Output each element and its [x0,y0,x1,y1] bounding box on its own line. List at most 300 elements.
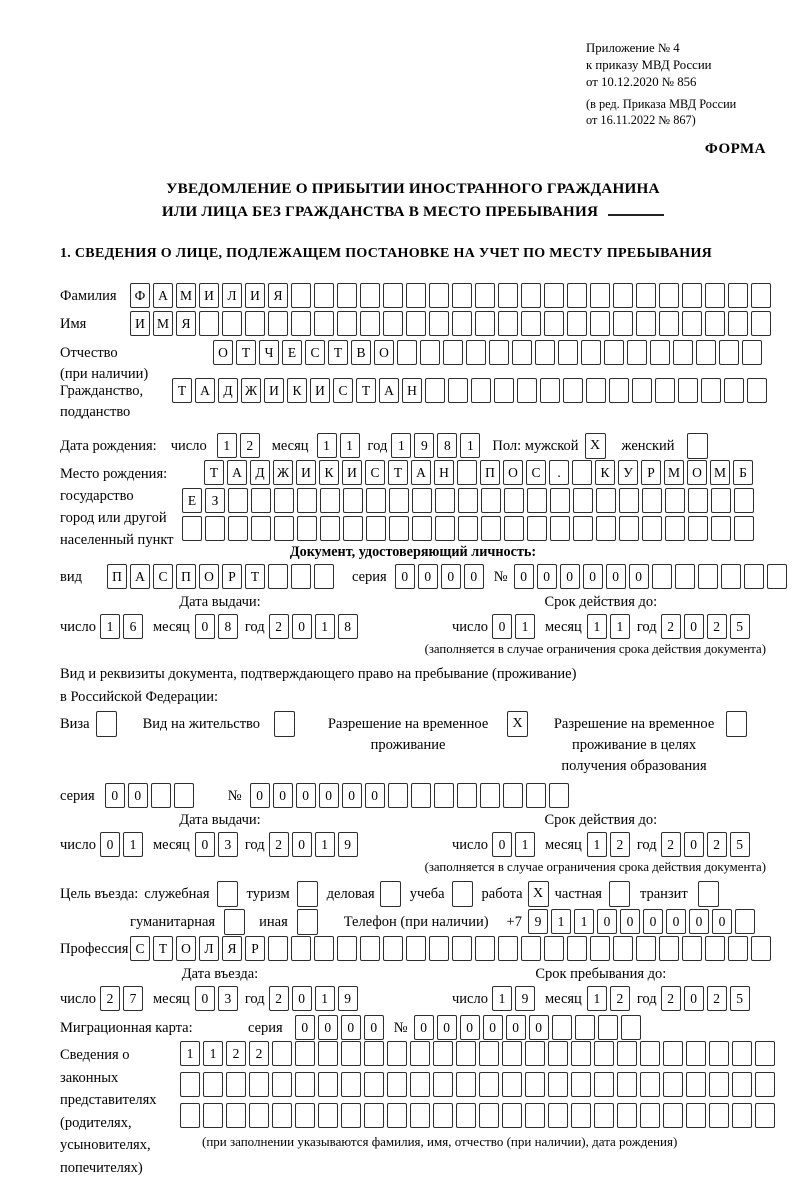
char-cell[interactable] [268,311,288,336]
char-cell[interactable] [420,340,440,365]
char-cell[interactable] [751,936,771,961]
char-cell[interactable]: 0 [583,564,603,589]
char-cell[interactable]: 1 [217,433,237,458]
char-cell[interactable] [642,516,662,541]
char-cell[interactable]: 0 [365,783,385,808]
char-cell[interactable] [498,283,518,308]
char-cell[interactable] [688,516,708,541]
char-cell[interactable]: 1 [551,909,571,934]
char-cell[interactable]: К [319,460,339,485]
char-cell[interactable] [314,936,334,961]
char-cell[interactable]: А [195,378,215,403]
char-cell[interactable] [503,783,523,808]
char-cell[interactable]: 2 [661,832,681,857]
purpose-official-checkbox[interactable] [217,881,238,907]
char-cell[interactable]: 0 [418,564,438,589]
char-cell[interactable] [174,783,194,808]
char-cell[interactable] [457,783,477,808]
char-cell[interactable] [498,311,518,336]
char-cell[interactable] [456,1072,476,1097]
char-cell[interactable]: 1 [587,832,607,857]
char-cell[interactable] [412,516,432,541]
char-cell[interactable] [337,283,357,308]
char-cell[interactable]: К [595,460,615,485]
char-cell[interactable]: Т [356,378,376,403]
char-cell[interactable] [526,783,546,808]
char-cell[interactable] [203,1072,223,1097]
char-cell[interactable] [272,1041,292,1066]
char-cell[interactable]: 0 [292,614,312,639]
char-cell[interactable]: 5 [730,614,750,639]
char-cell[interactable] [203,1103,223,1128]
char-cell[interactable]: А [379,378,399,403]
char-cell[interactable] [701,378,721,403]
char-cell[interactable] [429,283,449,308]
char-cell[interactable] [343,488,363,513]
char-cell[interactable]: 0 [342,783,362,808]
char-cell[interactable]: П [107,564,127,589]
char-cell[interactable] [320,516,340,541]
char-cell[interactable] [245,311,265,336]
char-cell[interactable] [640,1041,660,1066]
char-cell[interactable]: 9 [528,909,548,934]
char-cell[interactable] [550,488,570,513]
char-cell[interactable]: 0 [560,564,580,589]
char-cell[interactable] [571,1041,591,1066]
char-cell[interactable] [525,1041,545,1066]
char-cell[interactable] [724,378,744,403]
char-cell[interactable] [527,488,547,513]
char-cell[interactable] [686,1072,706,1097]
char-cell[interactable]: Л [199,936,219,961]
char-cell[interactable] [747,378,767,403]
char-cell[interactable]: О [213,340,233,365]
char-cell[interactable]: 1 [460,433,480,458]
char-cell[interactable] [318,1072,338,1097]
char-cell[interactable] [744,564,764,589]
char-cell[interactable]: 0 [250,783,270,808]
char-cell[interactable]: Е [182,488,202,513]
char-cell[interactable]: 0 [537,564,557,589]
char-cell[interactable] [732,1103,752,1128]
char-cell[interactable]: 1 [574,909,594,934]
char-cell[interactable]: 0 [318,1015,338,1040]
char-cell[interactable] [410,1072,430,1097]
char-cell[interactable] [251,516,271,541]
char-cell[interactable] [199,311,219,336]
char-cell[interactable] [481,516,501,541]
char-cell[interactable] [387,1041,407,1066]
char-cell[interactable] [383,936,403,961]
char-cell[interactable] [433,1072,453,1097]
char-cell[interactable] [619,488,639,513]
char-cell[interactable] [387,1103,407,1128]
char-cell[interactable] [360,283,380,308]
char-cell[interactable] [573,488,593,513]
char-cell[interactable]: 9 [338,832,358,857]
char-cell[interactable]: А [411,460,431,485]
purpose-private-checkbox[interactable] [609,881,630,907]
char-cell[interactable]: 0 [414,1015,434,1040]
male-checkbox[interactable]: X [585,433,606,459]
char-cell[interactable]: 2 [100,986,120,1011]
char-cell[interactable] [433,1103,453,1128]
char-cell[interactable]: 3 [218,986,238,1011]
char-cell[interactable] [755,1072,775,1097]
char-cell[interactable] [151,783,171,808]
char-cell[interactable]: С [526,460,546,485]
char-cell[interactable] [480,783,500,808]
char-cell[interactable] [627,340,647,365]
female-checkbox[interactable] [687,433,708,459]
char-cell[interactable] [711,516,731,541]
char-cell[interactable] [481,488,501,513]
char-cell[interactable] [698,564,718,589]
char-cell[interactable]: Е [282,340,302,365]
char-cell[interactable] [596,488,616,513]
char-cell[interactable] [475,311,495,336]
char-cell[interactable] [205,516,225,541]
char-cell[interactable]: Я [222,936,242,961]
char-cell[interactable]: 1 [610,614,630,639]
char-cell[interactable] [655,378,675,403]
char-cell[interactable]: С [130,936,150,961]
char-cell[interactable]: С [365,460,385,485]
char-cell[interactable] [709,1103,729,1128]
char-cell[interactable] [180,1103,200,1128]
char-cell[interactable] [735,909,755,934]
char-cell[interactable] [429,936,449,961]
char-cell[interactable] [548,1072,568,1097]
char-cell[interactable] [636,311,656,336]
char-cell[interactable]: 1 [515,614,535,639]
char-cell[interactable]: 1 [515,832,535,857]
char-cell[interactable] [732,1072,752,1097]
char-cell[interactable]: 2 [661,986,681,1011]
char-cell[interactable] [494,378,514,403]
visa-checkbox[interactable] [96,711,117,737]
char-cell[interactable]: Т [245,564,265,589]
char-cell[interactable]: А [227,460,247,485]
char-cell[interactable] [337,936,357,961]
char-cell[interactable] [360,936,380,961]
char-cell[interactable] [682,311,702,336]
char-cell[interactable] [410,1041,430,1066]
char-cell[interactable]: 2 [269,986,289,1011]
char-cell[interactable] [318,1103,338,1128]
char-cell[interactable]: И [296,460,316,485]
char-cell[interactable] [410,1103,430,1128]
char-cell[interactable] [268,936,288,961]
char-cell[interactable]: 1 [123,832,143,857]
char-cell[interactable] [751,311,771,336]
char-cell[interactable]: 6 [123,614,143,639]
char-cell[interactable]: 5 [730,832,750,857]
char-cell[interactable]: 1 [315,986,335,1011]
char-cell[interactable] [475,283,495,308]
char-cell[interactable]: 0 [296,783,316,808]
char-cell[interactable]: 1 [587,614,607,639]
char-cell[interactable] [383,311,403,336]
char-cell[interactable]: Т [328,340,348,365]
temp-residence-edu-checkbox[interactable] [726,711,747,737]
char-cell[interactable] [721,564,741,589]
char-cell[interactable] [297,516,317,541]
char-cell[interactable] [226,1103,246,1128]
char-cell[interactable]: О [687,460,707,485]
char-cell[interactable] [573,516,593,541]
purpose-work-checkbox[interactable]: X [528,881,549,907]
char-cell[interactable] [274,516,294,541]
char-cell[interactable] [544,283,564,308]
char-cell[interactable] [475,936,495,961]
char-cell[interactable] [504,516,524,541]
char-cell[interactable]: И [199,283,219,308]
char-cell[interactable] [180,1072,200,1097]
char-cell[interactable] [341,1041,361,1066]
char-cell[interactable]: 8 [437,433,457,458]
char-cell[interactable] [719,340,739,365]
char-cell[interactable]: 1 [340,433,360,458]
char-cell[interactable] [479,1072,499,1097]
char-cell[interactable]: 1 [317,433,337,458]
char-cell[interactable]: Т [236,340,256,365]
char-cell[interactable] [535,340,555,365]
char-cell[interactable] [571,1103,591,1128]
char-cell[interactable] [521,936,541,961]
char-cell[interactable] [642,488,662,513]
char-cell[interactable] [457,460,477,485]
char-cell[interactable]: 1 [492,986,512,1011]
char-cell[interactable] [387,1072,407,1097]
char-cell[interactable]: Д [250,460,270,485]
char-cell[interactable] [549,783,569,808]
char-cell[interactable] [182,516,202,541]
char-cell[interactable]: У [618,460,638,485]
char-cell[interactable] [318,1041,338,1066]
char-cell[interactable] [665,516,685,541]
char-cell[interactable] [341,1072,361,1097]
char-cell[interactable]: 2 [610,832,630,857]
char-cell[interactable] [755,1041,775,1066]
char-cell[interactable] [550,516,570,541]
char-cell[interactable]: 0 [460,1015,480,1040]
char-cell[interactable]: 0 [437,1015,457,1040]
char-cell[interactable]: Н [402,378,422,403]
char-cell[interactable]: 1 [391,433,411,458]
char-cell[interactable]: 0 [597,909,617,934]
char-cell[interactable]: Я [268,283,288,308]
char-cell[interactable] [360,311,380,336]
char-cell[interactable] [734,516,754,541]
char-cell[interactable]: А [130,564,150,589]
char-cell[interactable] [268,564,288,589]
char-cell[interactable] [686,1041,706,1066]
char-cell[interactable] [558,340,578,365]
char-cell[interactable]: 2 [707,614,727,639]
char-cell[interactable]: 0 [506,1015,526,1040]
char-cell[interactable] [383,283,403,308]
char-cell[interactable] [406,311,426,336]
purpose-other-checkbox[interactable] [297,909,318,935]
char-cell[interactable]: 8 [338,614,358,639]
char-cell[interactable]: 0 [529,1015,549,1040]
char-cell[interactable]: 1 [587,986,607,1011]
char-cell[interactable]: 0 [441,564,461,589]
char-cell[interactable] [479,1103,499,1128]
char-cell[interactable] [688,488,708,513]
char-cell[interactable] [389,516,409,541]
char-cell[interactable]: П [176,564,196,589]
char-cell[interactable]: 2 [661,614,681,639]
char-cell[interactable]: 0 [292,832,312,857]
char-cell[interactable]: 0 [128,783,148,808]
purpose-study-checkbox[interactable] [452,881,473,907]
char-cell[interactable]: 0 [514,564,534,589]
char-cell[interactable] [272,1072,292,1097]
char-cell[interactable] [251,488,271,513]
char-cell[interactable]: Р [222,564,242,589]
char-cell[interactable]: 1 [100,614,120,639]
char-cell[interactable] [598,1015,618,1040]
char-cell[interactable] [728,283,748,308]
char-cell[interactable]: И [130,311,150,336]
char-cell[interactable] [540,378,560,403]
char-cell[interactable] [604,340,624,365]
char-cell[interactable] [548,1103,568,1128]
char-cell[interactable] [366,516,386,541]
char-cell[interactable] [640,1103,660,1128]
char-cell[interactable]: С [333,378,353,403]
char-cell[interactable]: 1 [180,1041,200,1066]
char-cell[interactable]: М [664,460,684,485]
char-cell[interactable] [650,340,670,365]
purpose-humanitarian-checkbox[interactable] [224,909,245,935]
char-cell[interactable] [590,311,610,336]
char-cell[interactable] [314,311,334,336]
char-cell[interactable] [343,516,363,541]
char-cell[interactable]: 2 [226,1041,246,1066]
char-cell[interactable] [619,516,639,541]
char-cell[interactable]: П [480,460,500,485]
char-cell[interactable] [456,1103,476,1128]
char-cell[interactable]: 0 [684,832,704,857]
char-cell[interactable] [411,783,431,808]
char-cell[interactable]: О [199,564,219,589]
char-cell[interactable]: О [374,340,394,365]
char-cell[interactable] [567,936,587,961]
char-cell[interactable] [297,488,317,513]
char-cell[interactable]: С [305,340,325,365]
char-cell[interactable] [652,564,672,589]
char-cell[interactable]: 0 [684,614,704,639]
char-cell[interactable] [571,1072,591,1097]
char-cell[interactable] [636,283,656,308]
char-cell[interactable]: Ф [130,283,150,308]
char-cell[interactable] [341,1103,361,1128]
char-cell[interactable] [527,516,547,541]
char-cell[interactable] [471,378,491,403]
char-cell[interactable] [502,1041,522,1066]
char-cell[interactable] [590,936,610,961]
char-cell[interactable]: И [310,378,330,403]
char-cell[interactable]: Я [176,311,196,336]
char-cell[interactable] [366,488,386,513]
char-cell[interactable]: Б [733,460,753,485]
char-cell[interactable] [458,488,478,513]
char-cell[interactable]: Т [172,378,192,403]
char-cell[interactable] [617,1103,637,1128]
char-cell[interactable] [640,1072,660,1097]
char-cell[interactable] [632,378,652,403]
temp-residence-checkbox[interactable]: X [507,711,528,737]
char-cell[interactable] [682,283,702,308]
char-cell[interactable] [448,378,468,403]
char-cell[interactable] [544,311,564,336]
char-cell[interactable]: 9 [338,986,358,1011]
char-cell[interactable]: Ж [273,460,293,485]
char-cell[interactable] [406,936,426,961]
char-cell[interactable]: 0 [395,564,415,589]
char-cell[interactable]: 0 [689,909,709,934]
char-cell[interactable]: И [264,378,284,403]
char-cell[interactable] [596,516,616,541]
char-cell[interactable] [563,378,583,403]
char-cell[interactable] [575,1015,595,1040]
char-cell[interactable] [364,1041,384,1066]
char-cell[interactable]: О [176,936,196,961]
char-cell[interactable]: Р [641,460,661,485]
char-cell[interactable] [521,283,541,308]
char-cell[interactable] [397,340,417,365]
char-cell[interactable] [517,378,537,403]
char-cell[interactable]: 0 [629,564,649,589]
char-cell[interactable] [222,311,242,336]
char-cell[interactable]: 0 [273,783,293,808]
char-cell[interactable] [728,311,748,336]
char-cell[interactable] [525,1103,545,1128]
char-cell[interactable] [429,311,449,336]
char-cell[interactable] [498,936,518,961]
char-cell[interactable]: 0 [295,1015,315,1040]
char-cell[interactable]: Т [388,460,408,485]
char-cell[interactable] [709,1072,729,1097]
char-cell[interactable]: 2 [240,433,260,458]
char-cell[interactable]: 0 [712,909,732,934]
char-cell[interactable] [295,1041,315,1066]
char-cell[interactable]: О [503,460,523,485]
char-cell[interactable] [572,460,592,485]
char-cell[interactable] [452,283,472,308]
char-cell[interactable]: И [342,460,362,485]
char-cell[interactable] [751,283,771,308]
char-cell[interactable] [434,783,454,808]
char-cell[interactable]: 5 [730,986,750,1011]
char-cell[interactable] [425,378,445,403]
char-cell[interactable] [228,488,248,513]
char-cell[interactable] [742,340,762,365]
char-cell[interactable] [732,1041,752,1066]
purpose-business-checkbox[interactable] [380,881,401,907]
char-cell[interactable] [755,1103,775,1128]
char-cell[interactable]: 0 [341,1015,361,1040]
char-cell[interactable] [291,936,311,961]
char-cell[interactable] [709,1041,729,1066]
char-cell[interactable] [613,936,633,961]
char-cell[interactable] [249,1103,269,1128]
char-cell[interactable] [452,311,472,336]
char-cell[interactable] [489,340,509,365]
